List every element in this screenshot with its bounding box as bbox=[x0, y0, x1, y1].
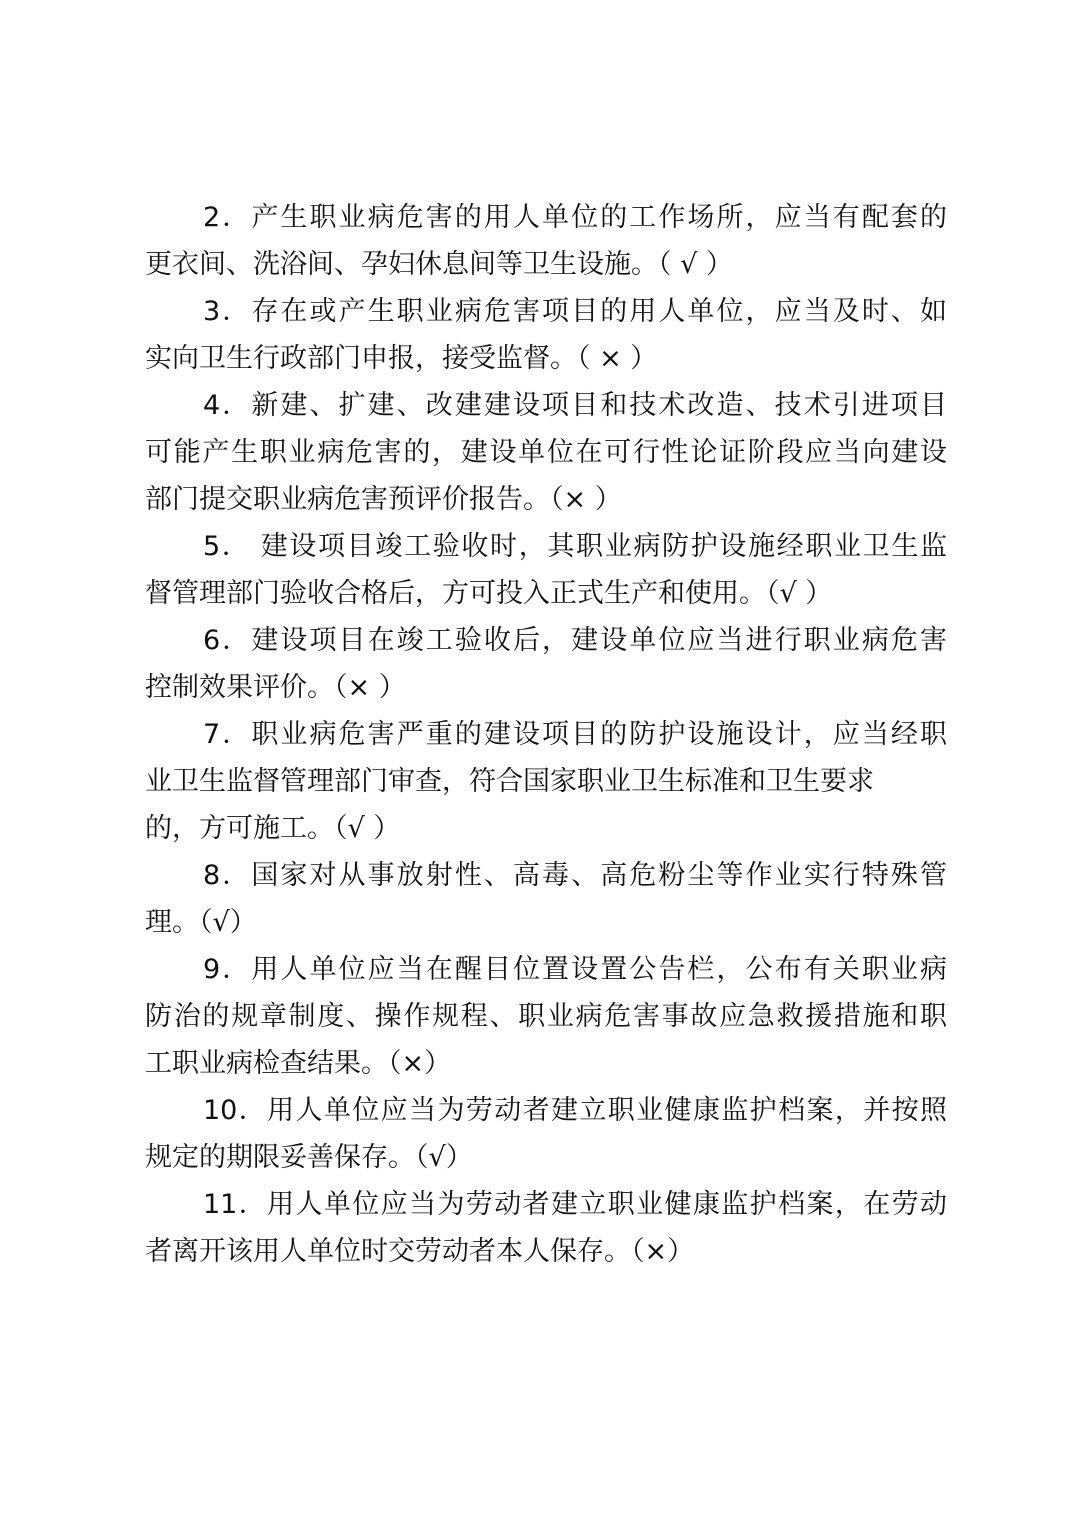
question-line: 11．用人单位应当为劳动者建立职业健康监护档案，在劳动 bbox=[203, 1189, 947, 1220]
question-line: 防治的规章制度、操作规程、职业病危害事故应急救援措施和职 bbox=[145, 1001, 947, 1032]
question-line: 可能产生职业病危害的，建设单位在可行性论证阶段应当向建设 bbox=[145, 437, 947, 468]
question-line: 工职业病检查结果。（×） bbox=[145, 1048, 452, 1079]
question-line: 8．国家对从事放射性、高毒、高危粉尘等作业实行特殊管 bbox=[203, 860, 947, 891]
question-item-5 bbox=[145, 523, 947, 617]
question-line: 理。（√） bbox=[145, 907, 257, 938]
question-item-6 bbox=[145, 617, 947, 711]
question-line: 规定的期限妥善保存。（√） bbox=[145, 1142, 473, 1173]
question-item-2 bbox=[145, 194, 947, 288]
question-line: 5． 建设项目竣工验收时，其职业病防护设施经职业卫生监 bbox=[203, 531, 947, 562]
question-item-3 bbox=[145, 288, 947, 382]
question-line: 部门提交职业病危害预评价报告。（× ） bbox=[145, 484, 622, 515]
question-line: 业卫生监督管理部门审查，符合国家职业卫生标准和卫生要求 bbox=[145, 766, 874, 797]
question-line: 3．存在或产生职业病危害项目的用人单位，应当及时、如 bbox=[203, 296, 947, 327]
question-line: 更衣间、洗浴间、孕妇休息间等卫生设施。（ √ ） bbox=[145, 249, 733, 280]
question-line: 6．建设项目在竣工验收后，建设单位应当进行职业病危害 bbox=[203, 625, 947, 656]
question-item-9 bbox=[145, 946, 947, 1087]
question-list bbox=[145, 194, 947, 1275]
question-line: 4．新建、扩建、改建建设项目和技术改造、技术引进项目 bbox=[203, 390, 947, 421]
question-line: 实向卫生行政部门申报，接受监督。（ × ） bbox=[145, 343, 658, 374]
question-line: 控制效果评价。（× ） bbox=[145, 672, 406, 703]
question-item-11 bbox=[145, 1181, 947, 1275]
question-item-7 bbox=[145, 711, 947, 852]
question-line: 者离开该用人单位时交劳动者本人保存。（×） bbox=[145, 1236, 695, 1267]
question-item-10 bbox=[145, 1087, 947, 1181]
question-line: 7．职业病危害严重的建设项目的防护设施设计，应当经职 bbox=[203, 719, 947, 750]
question-line: 2．产生职业病危害的用人单位的工作场所，应当有配套的 bbox=[203, 202, 947, 233]
question-line: 10．用人单位应当为劳动者建立职业健康监护档案，并按照 bbox=[203, 1095, 947, 1126]
question-line: 的，方可施工。（√ ） bbox=[145, 813, 401, 844]
question-line: 9．用人单位应当在醒目位置设置公告栏，公布有关职业病 bbox=[203, 954, 947, 985]
question-item-8 bbox=[145, 852, 947, 946]
question-line: 督管理部门验收合格后，方可投入正式生产和使用。（√ ） bbox=[145, 578, 833, 609]
question-item-4 bbox=[145, 382, 947, 523]
